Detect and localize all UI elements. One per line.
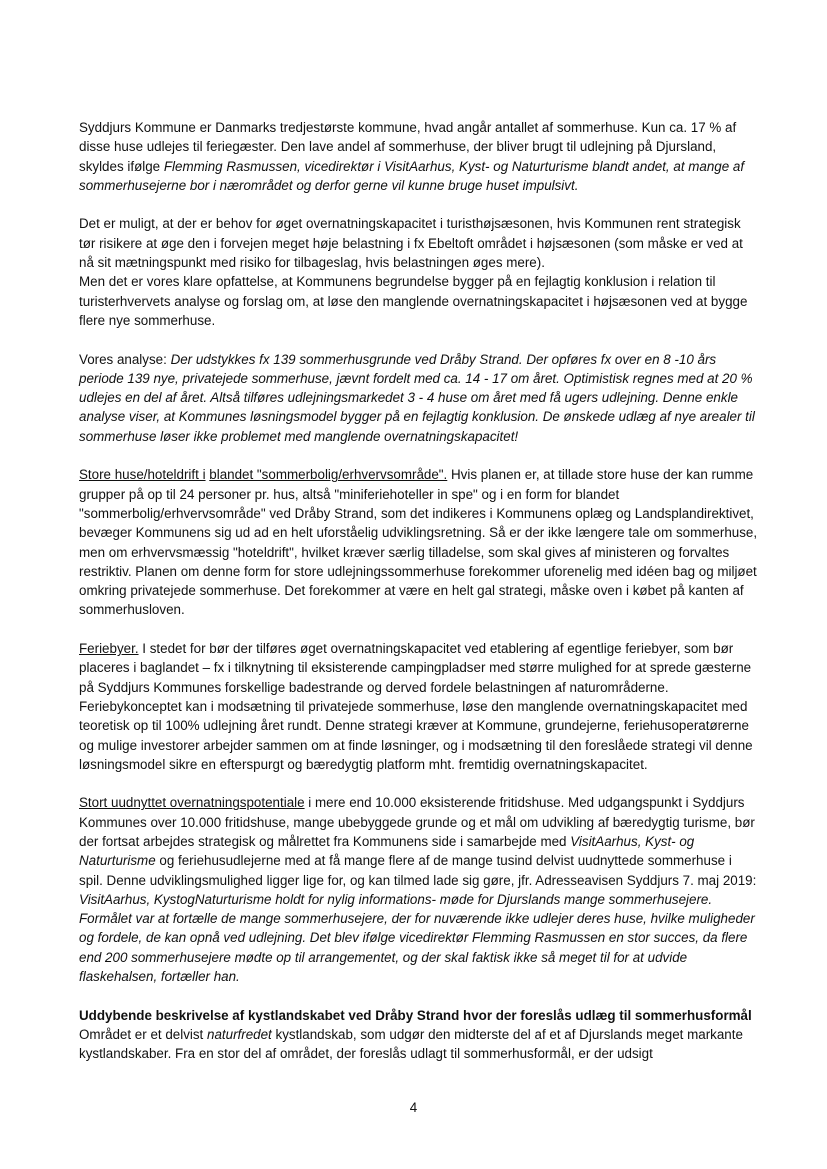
text-span: Det er muligt, at der er behov for øget overnatningskapacitet i turisthøjsæsonen, hvis Kommunen rent strategisk tør risikere at øge den i forvejen meget høje belastning i fx Ebeltoft området i højsæsonen (som måske er ved at nå sit mætningspunkt med risiko for tilbageslag, hvis belastningen øges mere).: [79, 216, 743, 271]
text-span: Vores analyse:: [79, 351, 171, 367]
paragraph-large-houses: [79, 465, 759, 619]
document-body: [79, 118, 759, 1064]
analysis-italic: Der udstykkes fx 139 sommerhusgrunde ved Dråby Strand. Der opføres fx over en 8 -10 års periode 139 nye, privatejede sommerhuse, jævnt fordelt med ca. 14 - 17 om året. Optimistisk regnes med at 20 % udlejes en del af året. Altså tilføres udlejningsmarkedet 3 - 4 huse om året med få ugers udlejning. Denne enkle analyse viser, at Kommunes løsningsmodel bygger på en fejlagtig konklusion. De ønskede udlæg af nye arealer til sommerhuse løser ikke problemet med manglende overnatningskapacitet!: [79, 351, 755, 444]
paragraph-potential: [79, 793, 759, 986]
text-span: kystlandskab, som udgør den midterste del af et af Djurslands meget markante kystlandskaber. Fra en stor del af området, der foreslås udlagt til sommerhusformål, er der udsigt: [79, 1026, 743, 1062]
paragraph-analysis: [79, 350, 759, 446]
text-span: Området er et delvist: [79, 1026, 208, 1042]
section-heading-underlined: Store huse/hoteldrift i: [79, 467, 206, 483]
text-span: Men det er vores klare opfattelse, at Kommunens begrundelse bygger på en fejlagtig konklusion i relation til turisterhvervets analyse og forslag om, at løse den manglende overnatningskapacitet i højsæsonen ved at bygge flere nye sommerhuse.: [79, 274, 748, 328]
text-span: Syddjurs Kommune er Danmarks tredjestørste kommune, hvad angår antallet af sommerhuse. Kun ca. 17 % af disse huse udlejes til feriegæster. Den lave andel af sommerhuse, der bliver brugt til udlejning på Djursland, skyldes ifølge: [79, 120, 737, 174]
text-span: Hvis planen er, at tillade store huse der kan rumme grupper på op til 24 personer pr. hus, altså "miniferiehoteller in spe" og i en form for blandet "sommerbolig/erhvervsområde" ved Dråby Strand, som det indikeres i Kommunens oplæg og Landsplandirektivet, bevæger Kommunens sig ud ad en helt uforståelig udviklingsretning. Så er der ikke længere tale om sommerhuse, men om erhvervsmæssig "hoteldrift", hvilket kræver særlig tilladelse, som skal gives af ministeren og forvaltes restriktiv. Planen om denne form for store udlejningssommerhuse forekommer uforenelig med idéen bag og miljøet omkring privatejede sommerhuse. Det forekommer at være en helt gal strategi, måske oven i købet på kanten af sommerhusloven.: [79, 467, 758, 618]
text-span: I stedet for bør der tilføres øget overnatningskapacitet ved etablering af egentlige feriebyer, som bør placeres i baglandet – fx i tilknytning til eksisterende campingpladser med større mulighed for at sprede gæsterne på Syddjurs Kommunes forskellige badestrande og derved fordele belastningen af naturområderne. Feriebykonceptet kan i modsætning til privatejede sommerhuse, løse den manglende overnatningskapacitet med teoretisk op til 100% udlejning året rundt. Denne strategi kræver at Kommune, grundejerne, feriehusoperatørerne og mulige investorer arbejder sammen om at finde løsninger, og i modsætning til den foreslåede strategi vil denne løsningsmodel sikre en efterspurgt og bæredygtig platform mht. fremtidig overnatningskapacitet.: [79, 641, 753, 772]
paragraph-landscape: [79, 1006, 759, 1064]
paragraph-opinion: [79, 272, 759, 330]
section-heading-underlined: Stort uudnyttet overnatningspotentiale: [79, 795, 305, 811]
paragraph-holiday-towns: [79, 639, 759, 774]
section-heading-underlined: blandet "sommerbolig/erhvervsområde".: [209, 467, 448, 483]
quote-italic: Flemming Rasmussen, vicedirektør i VisitAarhus, Kyst- og Naturturisme blandt andet, at mange af sommerhusejerne bor i nærområdet og derfor gerne vil kunne bruge huset impulsivt.: [79, 158, 745, 193]
paragraph-intro: [79, 118, 759, 195]
bold-heading: Uddybende beskrivelse af kystlandskabet ved Dråby Strand hvor der foreslås udlæg til sommerhusformål: [79, 1007, 752, 1023]
text-span: i mere end 10.000 eksisterende fritidshuse. Med udgangspunkt i Syddjurs Kommunes over 10.000 fritidshuse, mange ubebyggede grunde og et mål om udvikling af bæredygtig turisme, bør der fortsat arbejdes strategisk og målrettet fra Kommunens side i samarbejde med: [79, 795, 755, 849]
text-italic: naturfredet: [207, 1026, 272, 1042]
page-number: 4: [409, 1100, 418, 1115]
text-italic: VisitAarhus, Kyst- og Naturturisme: [79, 833, 695, 869]
quote-italic: VisitAarhus, KystogNaturturisme holdt for nylig informations- møde for Djurslands mange sommerhusejere. Formålet var at fortælle de mange sommerhusejere, der for nuværende ikke udlejer deres huse, hvilke muligheder og fordele, de kan opnå ved udlejning. Det blev ifølge vicedirektør Flemming Rasmussen en stor succes, da flere end 200 sommerhusejere mødte op til arrangementet, og der skal faktisk ikke så meget til for at udvide flaskehalsen, fortæller han.: [79, 891, 755, 985]
text-span: og feriehusudlejerne med at få mange flere af de mange tusind delvist uudnyttede sommerhuse i spil. Denne udviklingsmulighed ligger lige for, og kan tilmed lade sig gøre, jfr. Adresseavisen Syddjurs 7. maj 2019:: [79, 853, 757, 888]
section-heading-underlined: Feriebyer.: [79, 641, 139, 657]
paragraph-capacity: [79, 214, 759, 272]
